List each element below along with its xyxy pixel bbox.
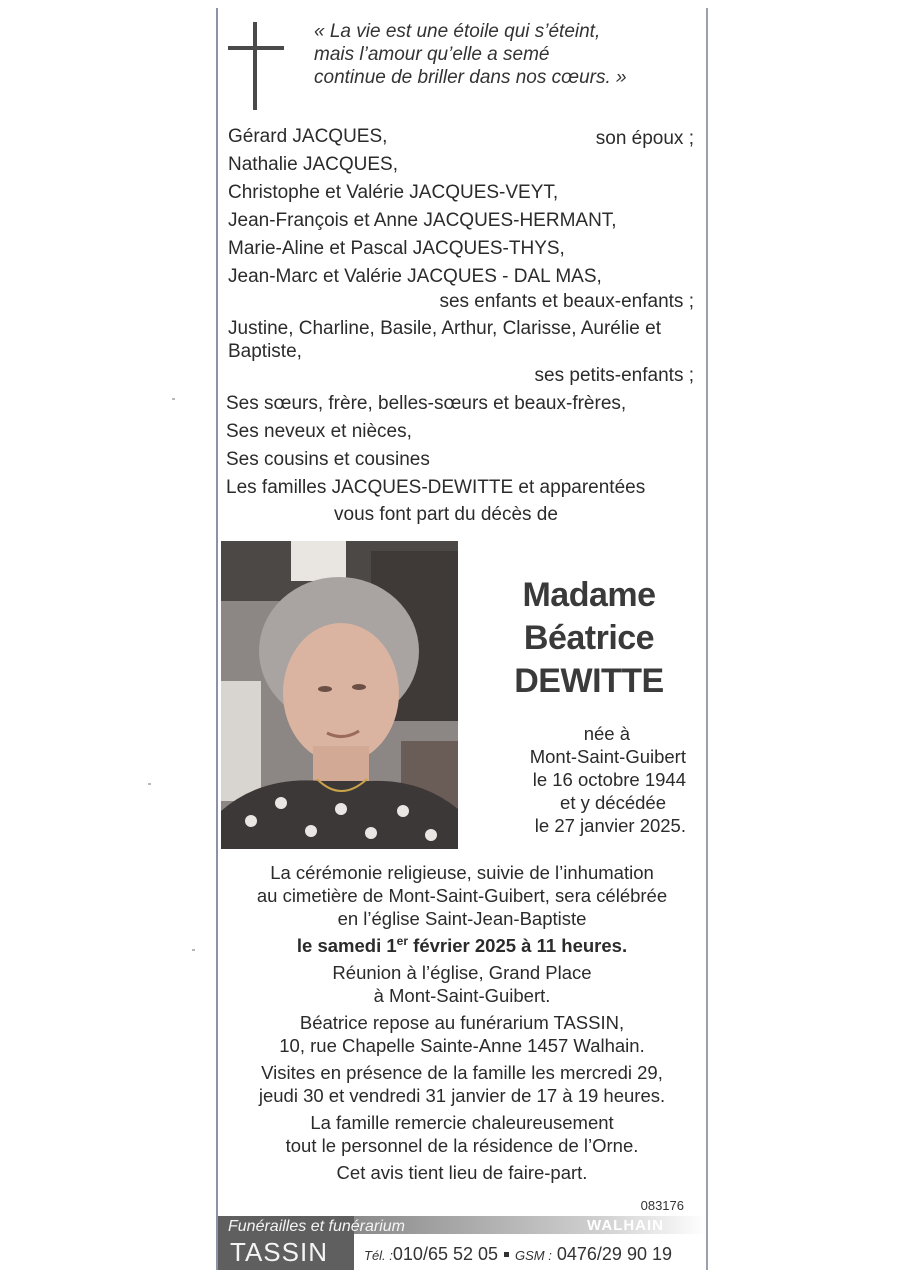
family-husband: Gérard JACQUES, xyxy=(228,126,388,147)
birth-line: née à xyxy=(583,723,630,744)
family-child: Jean-François et Anne JACQUES-HERMANT, xyxy=(228,210,617,231)
cross-icon xyxy=(253,22,257,110)
family-child: Christophe et Valérie JACQUES-VEYT, xyxy=(228,182,559,203)
family-grandchildren: Baptiste, xyxy=(228,341,302,362)
ceremony-date-sup: er xyxy=(396,934,409,948)
footer-city: WALHAIN xyxy=(587,1217,664,1234)
family-husband-role: son époux ; xyxy=(595,128,694,149)
family-child: Jean-Marc et Valérie JACQUES - DAL MAS, xyxy=(228,266,602,287)
footer-contact xyxy=(364,1242,672,1268)
portrait-illustration xyxy=(221,541,458,849)
ceremony-date-pre: le samedi 1 xyxy=(296,935,397,957)
cross-icon-bar xyxy=(228,46,284,50)
scan-speck xyxy=(192,949,195,951)
family-child: Marie-Aline et Pascal JACQUES-THYS, xyxy=(228,238,565,259)
meeting-line: Réunion à l’église, Grand Place xyxy=(332,962,592,984)
family-other: Les familles JACQUES-DEWITTE et apparentées xyxy=(226,477,646,498)
family-grandchildren-role: ses petits-enfants ; xyxy=(534,365,694,386)
name-line: Madame xyxy=(522,576,656,614)
family-other: Ses neveux et nièces, xyxy=(226,421,412,442)
tel-label: Tél. : xyxy=(364,1248,393,1263)
ceremony-line: La cérémonie religieuse, suivie de l’inhumation xyxy=(270,862,654,883)
funeral-home-footer xyxy=(218,1216,706,1270)
obituary-notice xyxy=(218,8,706,1270)
visits-line: Visites en présence de la famille les mercredi 29, xyxy=(261,1062,663,1084)
notice-line: Cet avis tient lieu de faire-part. xyxy=(336,1162,588,1184)
ceremony-line: au cimetière de Mont-Saint-Guibert, sera célébrée xyxy=(256,885,668,906)
reference-number: 083176 xyxy=(640,1198,684,1213)
footer-brand: TASSIN xyxy=(230,1237,328,1267)
footer-subtitle: Funérailles et funérarium xyxy=(228,1218,405,1235)
ceremony-details xyxy=(218,861,706,1184)
visits-line: jeudi 30 et vendredi 31 janvier de 17 à 19 heures. xyxy=(258,1085,666,1107)
quote-line: mais l’amour qu’elle a semé xyxy=(314,44,550,65)
ceremony-date-post: février 2025 à 11 heures. xyxy=(408,935,628,957)
scan-border-right xyxy=(706,8,708,1270)
repose-line: Béatrice repose au funérarium TASSIN, xyxy=(299,1012,625,1034)
name-line: Béatrice xyxy=(523,619,655,657)
thanks-line: tout le personnel de la résidence de l’Orne. xyxy=(285,1135,639,1157)
birth-death-info xyxy=(530,722,686,837)
birth-line: Mont-Saint-Guibert xyxy=(529,746,686,767)
announce-line: vous font part du décès de xyxy=(334,504,558,525)
portrait-photo xyxy=(221,541,458,849)
ceremony-date xyxy=(218,930,706,957)
family-child: Nathalie JACQUES, xyxy=(228,154,399,175)
family-children-role: ses enfants et beaux-enfants ; xyxy=(439,291,694,312)
repose-line: 10, rue Chapelle Sainte-Anne 1457 Walhain. xyxy=(279,1035,645,1057)
ceremony-line: en l’église Saint-Jean-Baptiste xyxy=(337,908,587,929)
scan-speck xyxy=(172,398,175,400)
family-other: Ses sœurs, frère, belles-sœurs et beaux-frères, xyxy=(226,393,627,414)
birth-line: le 16 octobre 1944 xyxy=(532,769,686,790)
quote-line: « La vie est une étoile qui s’éteint, xyxy=(314,21,601,42)
epitaph-quote xyxy=(314,20,694,89)
thanks-line: La famille remercie chaleureusement xyxy=(310,1112,614,1134)
birth-line: le 27 janvier 2025. xyxy=(534,815,686,836)
birth-line: et y décédée xyxy=(560,792,666,813)
meeting-line: à Mont-Saint-Guibert. xyxy=(373,985,551,1007)
gsm-number: 0476/29 90 19 xyxy=(556,1244,672,1264)
scan-speck xyxy=(148,783,151,785)
name-line: DEWITTE xyxy=(514,662,664,700)
quote-line: continue de briller dans nos cœurs. » xyxy=(314,67,627,88)
tel-number: 010/65 52 05 xyxy=(392,1244,499,1264)
gsm-label: GSM : xyxy=(515,1248,552,1263)
family-grandchildren: Justine, Charline, Basile, Arthur, Clarisse, Aurélie et xyxy=(228,318,661,339)
separator-icon xyxy=(504,1252,509,1257)
family-other: Ses cousins et cousines xyxy=(226,449,430,470)
deceased-name xyxy=(480,574,698,703)
